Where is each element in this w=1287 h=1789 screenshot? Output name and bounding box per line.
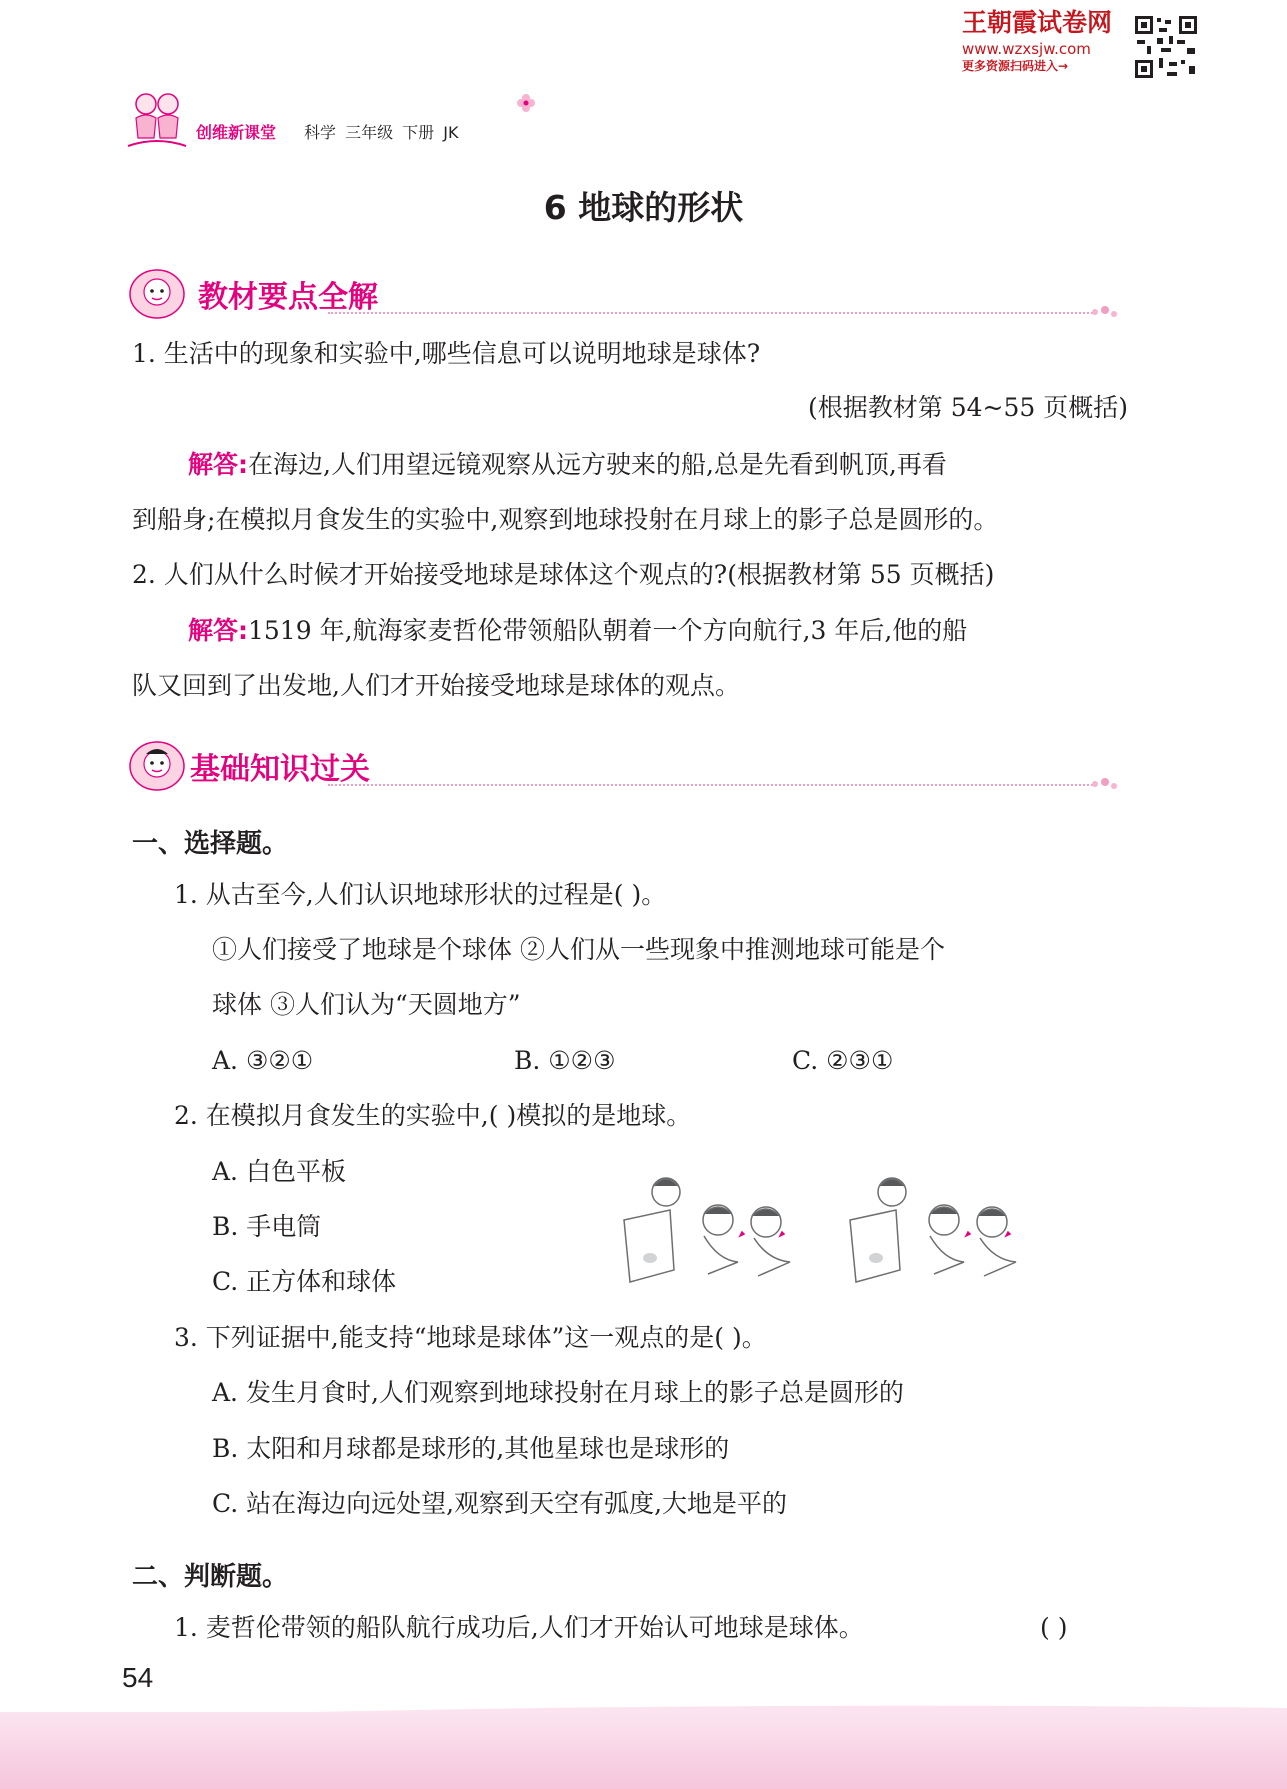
- boy-badge-icon: [128, 740, 186, 792]
- page-number: 54: [122, 1662, 154, 1693]
- answer-text: 1519 年,航海家麦哲伦带领船队朝着一个方向航行,3 年后,他的船: [248, 616, 968, 645]
- section-title: 教材要点全解: [198, 280, 378, 315]
- brand-scan-hint: 更多资源扫码进入→: [962, 59, 1069, 73]
- kids-logo-icon: [124, 88, 190, 154]
- question-2: 2. 人们从什么时候才开始接受地球是球体这个观点的?(根据教材第 55 页概括): [132, 560, 995, 589]
- choice-q1-text-line-1: ①人们接受了地球是个球体 ②人们从一些现象中推测地球可能是个: [212, 935, 945, 964]
- choice-q2-option-c[interactable]: C. 正方体和球体: [212, 1267, 397, 1296]
- section-rule: [328, 784, 1096, 786]
- section-banner-textbook-points: [128, 266, 1126, 326]
- part-heading-judgment: 二、判断题。: [132, 1562, 289, 1592]
- choice-q2-option-b[interactable]: B. 手电筒: [212, 1212, 322, 1241]
- qr-code-icon[interactable]: [1133, 14, 1199, 80]
- brand-url[interactable]: www.wzxsjw.com: [962, 40, 1091, 58]
- answer-1-line-1: [132, 438, 1128, 492]
- choice-q1-text-line-2: 球体 ③人们认为“天圆地方”: [212, 990, 521, 1019]
- judgment-q1-answer-bracket[interactable]: ( ): [1040, 1613, 1068, 1642]
- answer-label: 解答:: [188, 616, 248, 645]
- section-banner-basic-knowledge: [128, 738, 1126, 798]
- choice-q1-option-b[interactable]: B. ①②③: [514, 1046, 616, 1075]
- girl-badge-icon: [128, 268, 186, 320]
- answer-1-line-2: 到船身;在模拟月食发生的实验中,观察到地球投射在月球上的影子总是圆形的。: [132, 505, 999, 534]
- choice-q3-option-c[interactable]: C. 站在海边向远处望,观察到天空有弧度,大地是平的: [212, 1489, 788, 1518]
- question-1-source: (根据教材第 54~55 页概括): [808, 393, 1128, 422]
- flower-icon: [515, 92, 537, 114]
- answer-2-line-1: [132, 604, 1128, 658]
- choice-q3-option-b[interactable]: B. 太阳和月球都是球形的,其他星球也是球形的: [212, 1434, 730, 1463]
- brand-name: 王朝霞试卷网: [962, 8, 1113, 37]
- book-info: 科学 三年级 下册 JK: [304, 123, 459, 142]
- choice-q2-stem: 2. 在模拟月食发生的实验中,( )模拟的是地球。: [174, 1101, 692, 1130]
- brand-block: [962, 8, 1134, 74]
- choice-q1-option-a[interactable]: A. ③②①: [212, 1046, 314, 1075]
- series-name: 创维新课堂: [196, 123, 277, 142]
- answer-label: 解答:: [188, 450, 248, 479]
- lunar-eclipse-experiment-illustration: [618, 1170, 1028, 1290]
- answer-2-line-2: 队又回到了出发地,人们才开始接受地球是球体的观点。: [132, 671, 740, 700]
- choice-q3-stem: 3. 下列证据中,能支持“地球是球体”这一观点的是( )。: [174, 1323, 767, 1352]
- lesson-title: 6 地球的形状: [543, 188, 744, 227]
- choice-q2-option-a[interactable]: A. 白色平板: [212, 1157, 346, 1186]
- section-title: 基础知识过关: [190, 752, 370, 787]
- dots-icon: [1090, 302, 1120, 322]
- footer-band: [0, 1712, 1287, 1789]
- choice-q1-option-c[interactable]: C. ②③①: [792, 1046, 894, 1075]
- choice-q3-option-a[interactable]: A. 发生月食时,人们观察到地球投射在月球上的影子总是圆形的: [212, 1378, 904, 1407]
- dots-icon: [1090, 774, 1120, 794]
- judgment-q1-stem: 1. 麦哲伦带领的船队航行成功后,人们才开始认可地球是球体。: [174, 1613, 864, 1642]
- section-rule: [328, 312, 1096, 314]
- answer-text: 在海边,人们用望远镜观察从远方驶来的船,总是先看到帆顶,再看: [248, 450, 947, 479]
- choice-q1-stem: 1. 从古至今,人们认识地球形状的过程是( )。: [174, 880, 667, 909]
- part-heading-choice: 一、选择题。: [132, 829, 289, 859]
- question-1: 1. 生活中的现象和实验中,哪些信息可以说明地球是球体?: [132, 339, 761, 368]
